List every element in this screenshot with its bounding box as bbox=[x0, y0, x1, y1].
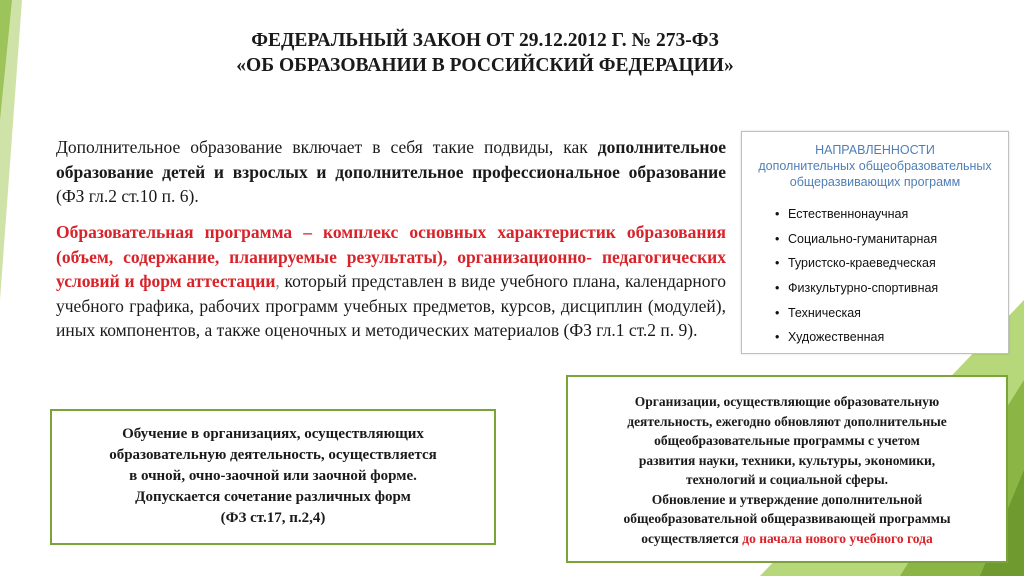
box-left-line: образовательную деятельность, осуществляется bbox=[109, 447, 437, 463]
box-right-last-black: осуществляется bbox=[641, 530, 743, 546]
directions-list bbox=[742, 204, 1008, 352]
list-item bbox=[775, 327, 1008, 352]
list-item bbox=[775, 278, 1008, 303]
box-left-line: Допускается сочетание различных форм bbox=[135, 489, 411, 505]
program-update-box bbox=[566, 375, 1008, 563]
direction-label: Физкультурно-спортивная bbox=[788, 281, 939, 296]
box-right-deadline: до начала нового учебного года bbox=[742, 530, 933, 546]
directions-panel bbox=[741, 131, 1009, 354]
direction-label: Туристско-краеведческая bbox=[788, 256, 936, 271]
bullet-icon: • bbox=[775, 330, 780, 345]
bullet-icon: • bbox=[775, 281, 780, 296]
title-line-1: ФЕДЕРАЛЬНЫЙ ЗАКОН ОТ 29.12.2012 Г. № 273-ФЗ bbox=[251, 30, 719, 51]
box-right-line: общеобразовательной общеразвивающей программы bbox=[623, 511, 951, 526]
title-line-2: «ОБ ОБРАЗОВАНИИ В РОССИЙСКИЙ ФЕДЕРАЦИИ» bbox=[236, 55, 734, 76]
bullet-icon: • bbox=[775, 207, 780, 221]
paragraph-educational-program bbox=[56, 220, 726, 343]
box-left-line: (ФЗ ст.17, п.2,4) bbox=[220, 510, 326, 526]
paragraph-additional-education bbox=[56, 135, 726, 209]
paragraph2-definition: Образовательная программа – комплекс основных характеристик образования (объем, содержание, планируемые результаты), организационно- педагогических условий и форм аттестации bbox=[56, 222, 726, 291]
paragraph2-comma: , bbox=[275, 271, 280, 291]
box-right-line: общеобразовательные программы с учетом bbox=[654, 433, 920, 448]
directions-title-line-3: общеразвивающих программ bbox=[789, 175, 961, 189]
box-right-line: деятельность, ежегодно обновляют дополнительные bbox=[627, 413, 947, 429]
direction-label: Техническая bbox=[788, 305, 861, 320]
paragraph2-rest: который представлен в виде учебного плана, календарного учебного графика, рабочих программ учебных предметов, курсов, дисциплин (модулей), иных компонентов, а также оценочных и методических материалов (ФЗ гл.1 ст.2 п. 9). bbox=[56, 271, 726, 340]
page-title bbox=[140, 28, 830, 78]
paragraph1-bold: дополнительное образование детей и взрослых и дополнительное профессиональное образование bbox=[56, 137, 726, 182]
bullet-icon: • bbox=[775, 256, 780, 271]
box-right-line: развития науки, техники, культуры, экономики, bbox=[638, 452, 936, 468]
bullet-icon: • bbox=[775, 305, 780, 320]
box-right-line: Организации, осуществляющие образовательную bbox=[634, 394, 940, 409]
directions-panel-title bbox=[742, 142, 1008, 190]
list-item bbox=[775, 204, 1008, 229]
direction-label: Художественная bbox=[788, 330, 885, 345]
direction-label: Социально-гуманитарная bbox=[788, 231, 938, 246]
list-item bbox=[775, 253, 1008, 278]
directions-title-line-2: дополнительных общеобразовательных bbox=[758, 159, 992, 173]
box-right-last-line bbox=[574, 529, 1000, 549]
paragraph1-intro: Дополнительное образование включает в себя такие подвиды, как bbox=[56, 137, 598, 157]
bullet-icon: • bbox=[775, 231, 780, 246]
box-right-line: технологий и социальной сферы. bbox=[685, 472, 889, 487]
box-left-line: Обучение в организациях, осуществляющих bbox=[122, 426, 424, 442]
paragraph1-ref: (ФЗ гл.2 ст.10 п. 6). bbox=[56, 186, 199, 206]
list-item bbox=[775, 303, 1008, 328]
box-right-line: Обновление и утверждение дополнительной bbox=[651, 491, 923, 507]
learning-forms-box bbox=[50, 409, 496, 545]
list-item bbox=[775, 229, 1008, 254]
directions-title-line-1: НАПРАВЛЕННОСТИ bbox=[815, 143, 935, 157]
box-left-line: в очной, очно-заочной или заочной форме. bbox=[129, 468, 417, 484]
direction-label: Естественнонаучная bbox=[788, 207, 909, 221]
